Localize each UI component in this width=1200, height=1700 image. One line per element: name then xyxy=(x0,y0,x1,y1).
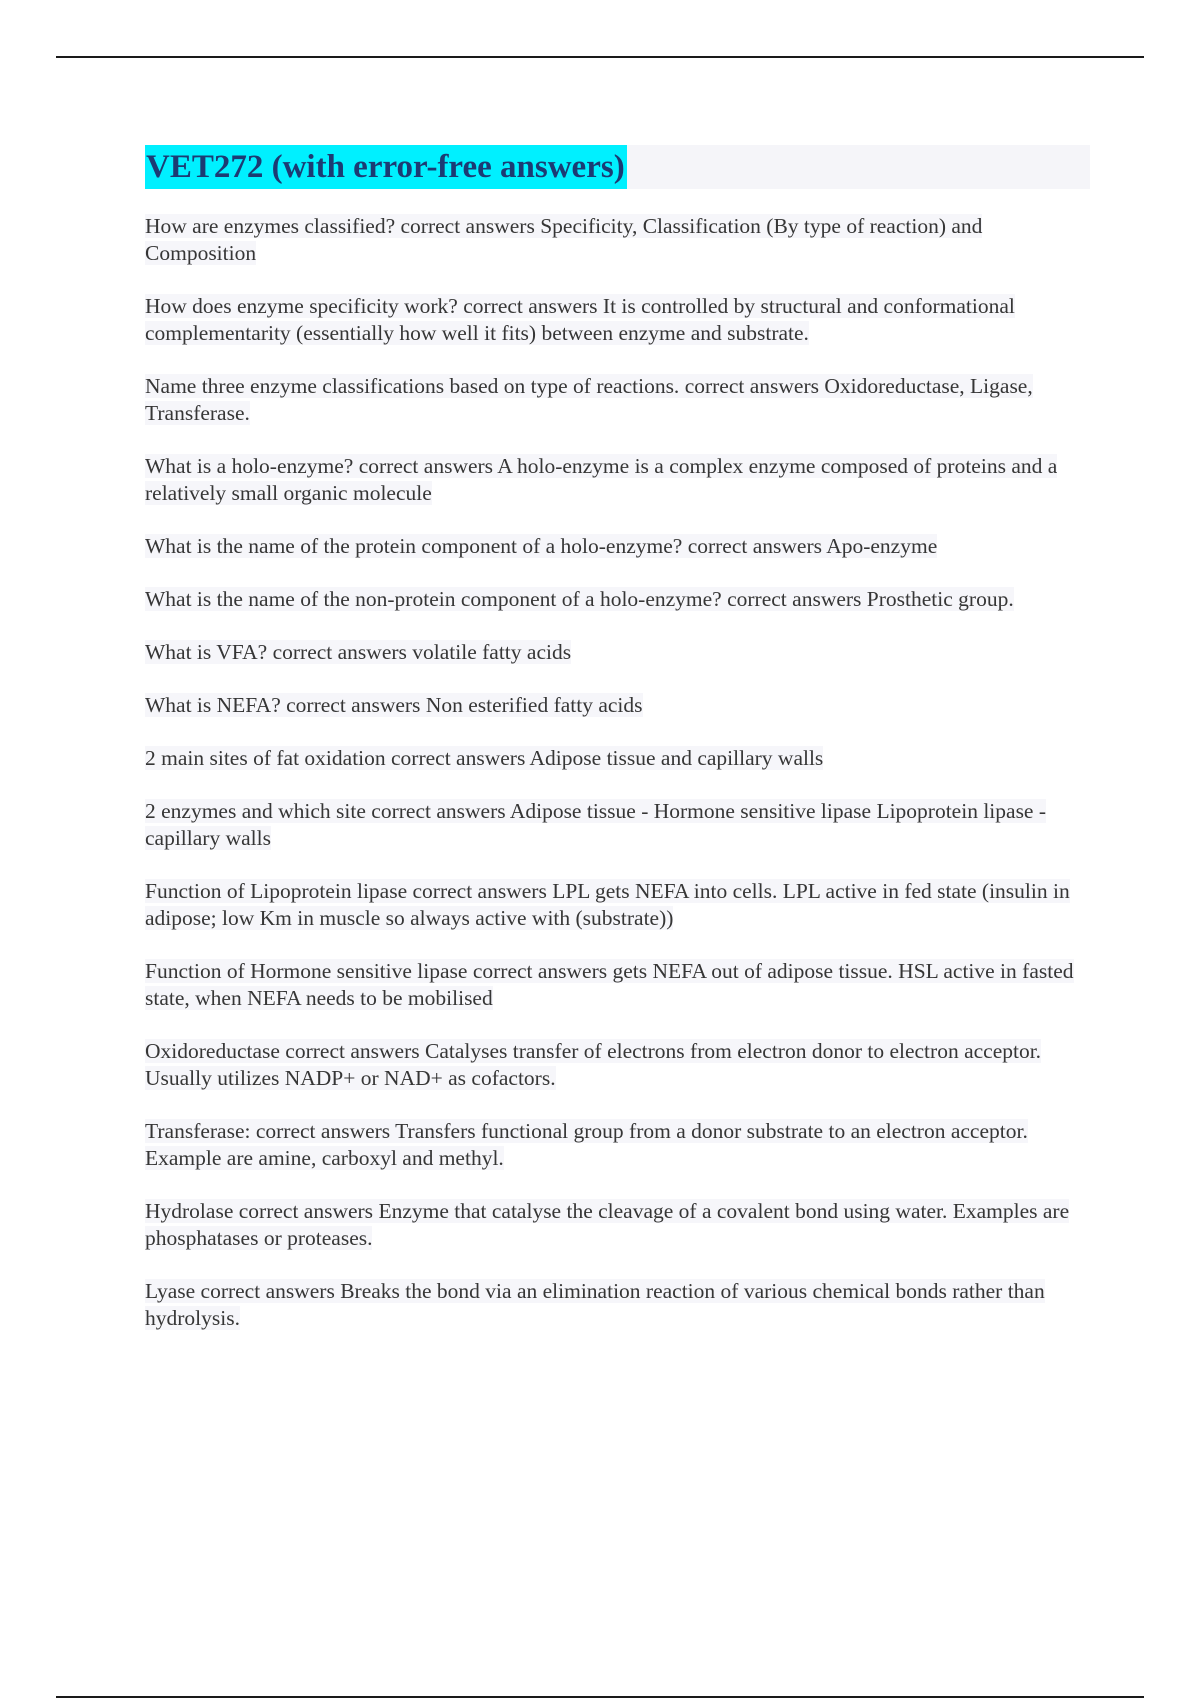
qa-item xyxy=(145,1038,1090,1092)
qa-question: Hydrolase xyxy=(145,1199,234,1223)
qa-answer: Specificity, Classification (By type of reaction) and Composition xyxy=(145,214,983,265)
qa-question: Lyase xyxy=(145,1279,196,1303)
qa-marker: correct answers xyxy=(727,587,862,611)
qa-item xyxy=(145,745,1090,772)
qa-marker: correct answers xyxy=(285,1039,420,1063)
qa-question: What is NEFA? xyxy=(145,693,281,717)
qa-item xyxy=(145,213,1090,267)
qa-answer: gets NEFA out of adipose tissue. HSL active in fasted state, when NEFA needs to be mobilised xyxy=(145,959,1074,1010)
qa-marker: correct answers xyxy=(286,693,421,717)
qa-question: What is a holo-enzyme? xyxy=(145,454,354,478)
qa-answer: volatile fatty acids xyxy=(412,640,572,664)
qa-marker: correct answers xyxy=(472,959,608,983)
qa-item xyxy=(145,533,1090,560)
qa-marker: correct answers xyxy=(200,1279,335,1303)
qa-item xyxy=(145,639,1090,666)
qa-answer: Non esterified fatty acids xyxy=(425,693,643,717)
qa-item xyxy=(145,1118,1090,1172)
qa-question: Transferase: xyxy=(145,1119,251,1143)
qa-answer: Transfers functional group from a donor substrate to an electron acceptor. Example are amine, carboxyl and methyl. xyxy=(145,1119,1028,1170)
title-row xyxy=(145,145,1090,189)
document-body xyxy=(145,145,1090,1358)
qa-answer: A holo-enzyme is a complex enzyme composed of proteins and a relatively small organic molecule xyxy=(145,454,1058,505)
qa-item xyxy=(145,692,1090,719)
qa-marker: correct answers xyxy=(412,879,547,903)
qa-answer: LPL gets NEFA into cells. LPL active in fed state (insulin in adipose; low Km in muscle so always active with (substrate)) xyxy=(145,879,1070,930)
qa-answer: Adipose tissue - Hormone sensitive lipase Lipoprotein lipase - capillary walls xyxy=(145,799,1047,850)
qa-question: 2 enzymes and which site xyxy=(145,799,366,823)
qa-item xyxy=(145,453,1090,507)
qa-marker: correct answers xyxy=(371,799,506,823)
qa-marker: correct answers xyxy=(687,534,822,558)
qa-marker: correct answers xyxy=(255,1119,391,1143)
qa-item xyxy=(145,293,1090,347)
qa-marker: correct answers xyxy=(238,1199,374,1223)
qa-item xyxy=(145,878,1090,932)
qa-item xyxy=(145,1198,1090,1252)
qa-question: Function of Lipoprotein lipase xyxy=(145,879,408,903)
qa-item xyxy=(145,373,1090,427)
qa-marker: correct answers xyxy=(358,454,494,478)
qa-item xyxy=(145,586,1090,613)
qa-answer: Catalyses transfer of electrons from electron donor to electron acceptor. Usually utilizes NADP+ or NAD+ as cofactors. xyxy=(145,1039,1042,1090)
qa-answer: Apo-enzyme xyxy=(826,534,938,558)
qa-answer: Enzyme that catalyse the cleavage of a covalent bond using water. Examples are phosphatases or proteases. xyxy=(145,1199,1070,1250)
qa-item xyxy=(145,798,1090,852)
qa-answer: Oxidoreductase, Ligase, Transferase. xyxy=(145,374,1033,425)
qa-question: What is the name of the protein component of a holo-enzyme? xyxy=(145,534,683,558)
qa-list xyxy=(145,213,1090,1332)
document-title: VET272 (with error-free answers) xyxy=(145,145,627,189)
qa-marker: correct answers xyxy=(400,214,535,238)
qa-answer: It is controlled by structural and conformational complementarity (essentially how well it fits) between enzyme and substrate. xyxy=(145,294,1015,345)
qa-question: How does enzyme specificity work? xyxy=(145,294,458,318)
qa-question: 2 main sites of fat oxidation xyxy=(145,746,386,770)
qa-question: Function of Hormone sensitive lipase xyxy=(145,959,468,983)
qa-marker: correct answers xyxy=(684,374,819,398)
qa-question: Oxidoreductase xyxy=(145,1039,280,1063)
qa-question: Name three enzyme classifications based on type of reactions. xyxy=(145,374,680,398)
qa-item xyxy=(145,958,1090,1012)
qa-question: What is VFA? xyxy=(145,640,268,664)
footer-rule xyxy=(56,1696,1144,1698)
qa-marker: correct answers xyxy=(272,640,407,664)
qa-marker: correct answers xyxy=(391,746,526,770)
qa-question: How are enzymes classified? xyxy=(145,214,396,238)
header-rule xyxy=(56,56,1144,58)
qa-question: What is the name of the non-protein component of a holo-enzyme? xyxy=(145,587,722,611)
qa-item xyxy=(145,1278,1090,1332)
qa-answer: Adipose tissue and capillary walls xyxy=(529,746,824,770)
qa-answer: Breaks the bond via an elimination reaction of various chemical bonds rather than hydrolysis. xyxy=(145,1279,1045,1330)
qa-marker: correct answers xyxy=(463,294,598,318)
qa-answer: Prosthetic group. xyxy=(866,587,1014,611)
